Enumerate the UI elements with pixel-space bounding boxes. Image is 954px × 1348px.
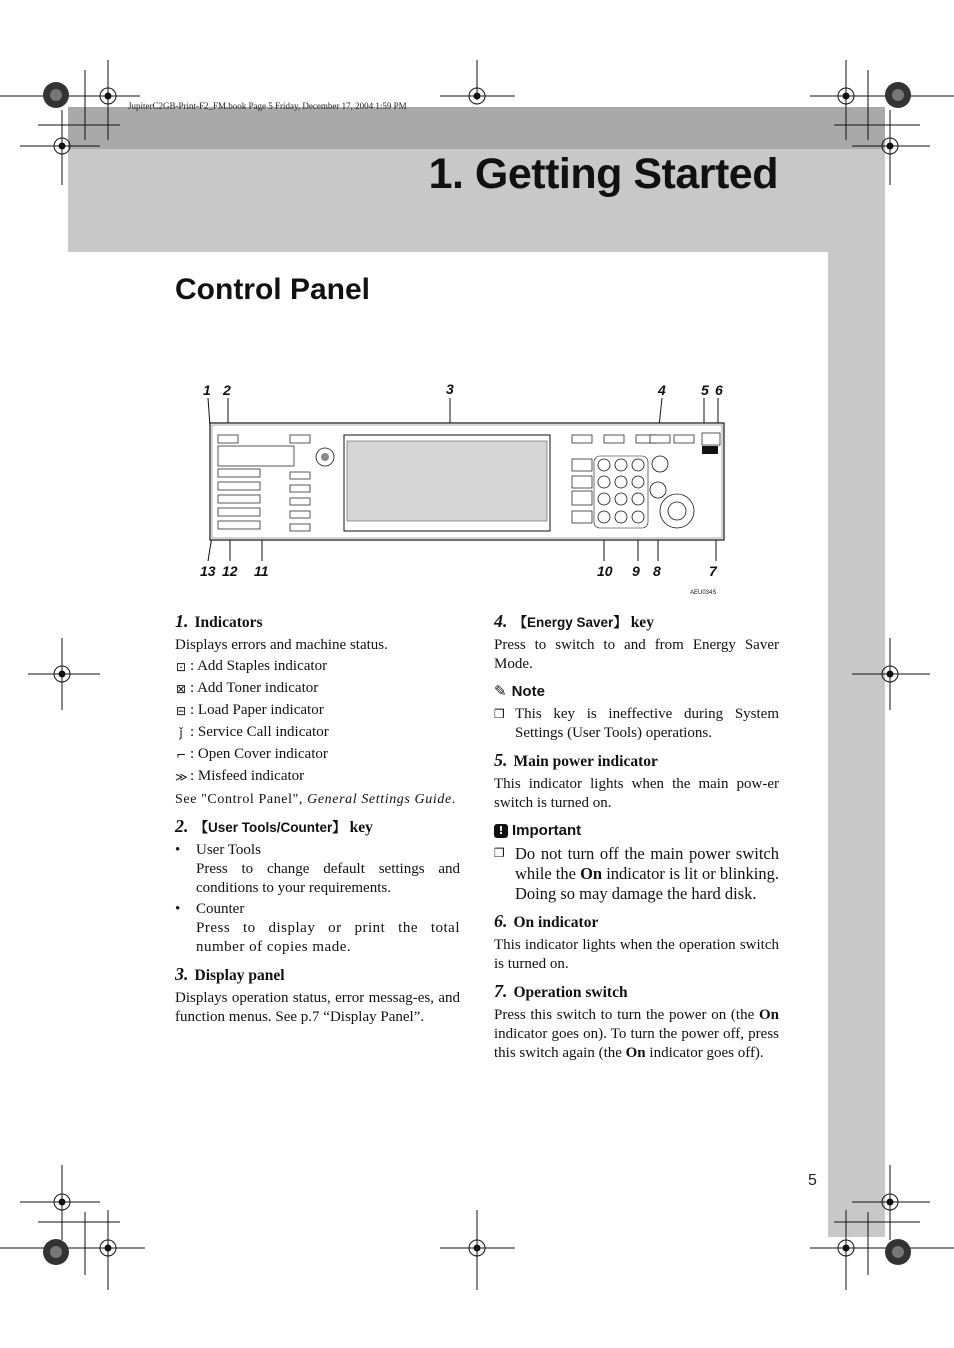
callout-7: 7 xyxy=(709,563,717,579)
indicator-misfeed: ≫ : Misfeed indicator xyxy=(175,768,305,784)
load-paper-icon: ⊟ xyxy=(175,703,187,718)
pencil-icon: ✎ xyxy=(494,682,507,700)
book-header: JupiterC2GB-Print-F2_FM.book Page 5 Friday, December 17, 2004 1:59 PM xyxy=(128,101,407,111)
callout-6: 6 xyxy=(715,382,723,398)
item-4-description: Press to switch to and from Energy Saver Mode. xyxy=(494,637,779,672)
figure-code: AEU034S xyxy=(690,590,717,596)
item-1-description: Displays errors and machine status. xyxy=(175,637,388,653)
callout-8: 8 xyxy=(653,563,661,579)
item-5-heading: 5. Main power indicator xyxy=(494,750,658,770)
energy-saver-key-name: Energy Saver xyxy=(527,615,614,630)
add-staples-icon: ⊡ xyxy=(175,659,187,674)
item-number: 1. xyxy=(175,611,189,631)
item-3-heading: 3. Display panel xyxy=(175,964,285,984)
item-7-description: Press this switch to turn the power on (the On indicator goes on). To turn the power off, press this switch again (the On indicator goes off). xyxy=(494,1007,779,1061)
indicator-open-cover: ⌐ : Open Cover indicator xyxy=(175,746,328,762)
important-icon: ! xyxy=(494,824,508,838)
item-title: Indicators xyxy=(194,614,263,631)
indicator-load-paper: ⊟ : Load Paper indicator xyxy=(175,702,324,718)
checkbox-bullet-icon: ❒ xyxy=(494,707,505,721)
indicator-service-call: ǰ : Service Call indicator xyxy=(175,723,460,742)
user-tools-key-name: User Tools/Counter xyxy=(208,820,333,835)
item-2-heading: 2. 【User Tools/Counter】 key xyxy=(175,816,373,836)
chapter-title: 1. Getting Started xyxy=(428,150,778,198)
item-7-heading: 7. Operation switch xyxy=(494,981,628,1001)
callout-13: 13 xyxy=(200,563,216,579)
bullet-counter: • Counter Press to display or print the total number of copies made. xyxy=(175,901,460,955)
item-3-description: Displays operation status, error messag-es, and function menus. See p.7 “Display Panel”. xyxy=(175,990,460,1025)
bullet-user-tools: • User Tools Press to change default settings and conditions to your requirements. xyxy=(175,842,460,896)
callout-3: 3 xyxy=(446,381,454,397)
callout-1: 1 xyxy=(203,382,211,398)
control-panel-figure xyxy=(190,378,750,598)
callout-4: 4 xyxy=(658,382,666,398)
open-cover-icon: ⌐ xyxy=(175,747,187,762)
important-item: ❒ Do not turn off the main power switch while the On indicator is lit or blinking. Doing so may damage the hard disk. xyxy=(494,844,779,903)
callout-2: 2 xyxy=(223,382,231,398)
item-6-description: This indicator lights when the operation switch is turned on. xyxy=(494,937,779,972)
section-title: Control Panel xyxy=(175,273,371,306)
checkbox-bullet-icon: ❒ xyxy=(494,846,505,860)
important-heading: ! Important xyxy=(494,821,779,840)
indicator-add-toner: ⊠ : Add Toner indicator xyxy=(175,680,319,696)
item-6-heading: 6. On indicator xyxy=(494,911,599,931)
callout-11: 11 xyxy=(254,563,269,579)
callout-5: 5 xyxy=(701,382,709,398)
item-5-description: This indicator lights when the main pow-er switch is turned on. xyxy=(494,776,779,811)
note-heading: ✎ Note xyxy=(494,682,545,700)
callout-12: 12 xyxy=(222,563,238,579)
left-column xyxy=(175,612,460,1029)
indicator-add-staples: ⊡ : Add Staples indicator xyxy=(175,658,328,674)
service-call-icon: ǰ xyxy=(179,725,183,740)
right-column xyxy=(494,612,779,1065)
item-1-heading xyxy=(175,612,460,632)
note-item: ❒ This key is ineffective during System Settings (User Tools) operations. xyxy=(494,706,779,741)
callout-9: 9 xyxy=(632,563,640,579)
misfeed-icon: ≫ xyxy=(175,769,188,784)
add-toner-icon: ⊠ xyxy=(175,681,187,696)
item-4-heading: 4. 【Energy Saver】 key xyxy=(494,611,654,631)
item-1-reference: See "Control Panel", General Settings Guide. xyxy=(175,792,456,807)
page-number: 5 xyxy=(808,1172,817,1189)
callout-10: 10 xyxy=(597,563,613,579)
